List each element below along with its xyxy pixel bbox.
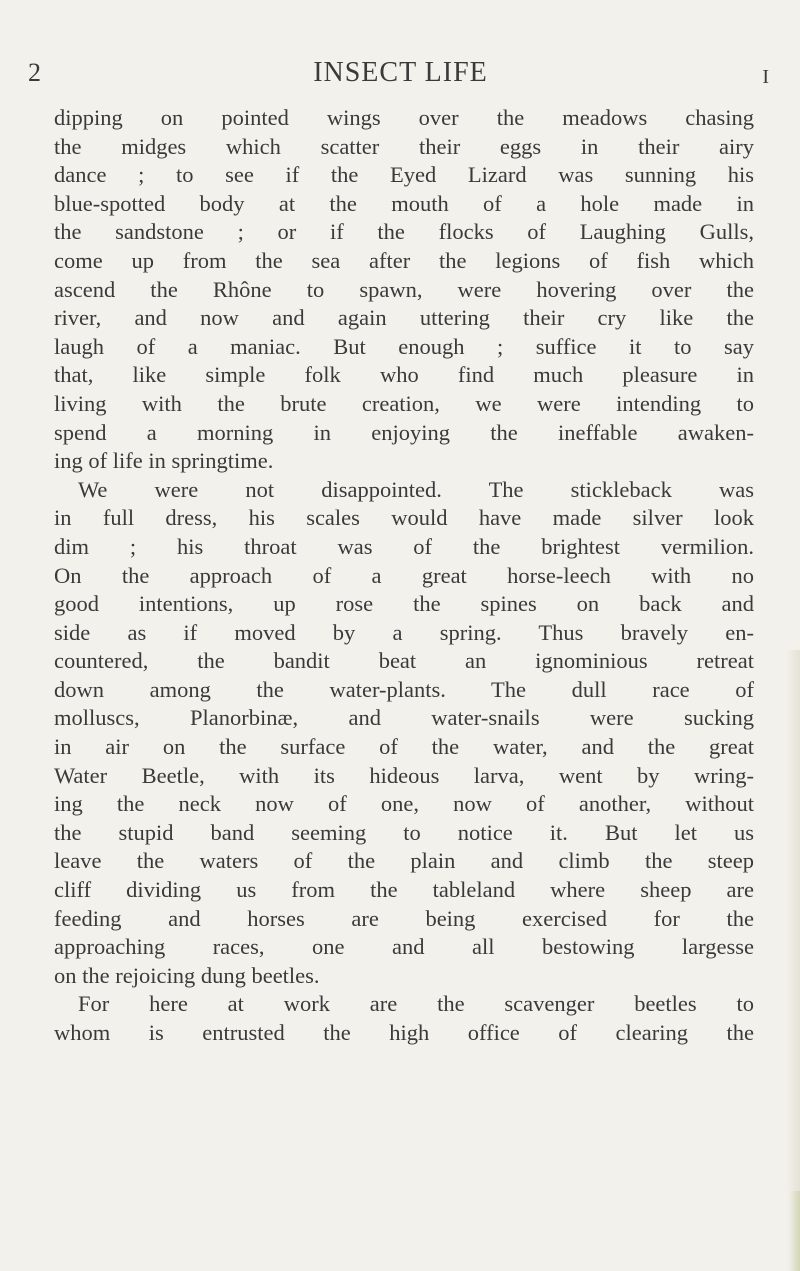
text-line: river, and now and again uttering their cry like the xyxy=(54,305,754,331)
running-head xyxy=(28,58,773,98)
text-line: good intentions, up rose the spines on back and xyxy=(54,591,754,617)
text-line: come up from the sea after the legions of fish which xyxy=(54,247,754,273)
text-line: spend a morning in enjoying the ineffable awaken- xyxy=(54,419,754,445)
text-line: living with the brute creation, we were intending to xyxy=(54,390,754,416)
text-line: countered, the bandit beat an ignominious retreat xyxy=(54,648,754,674)
text-line: Water Beetle, with its hideous larva, went by wring- xyxy=(54,762,754,788)
text-line: molluscs, Planorbinæ, and water-snails were sucking xyxy=(54,705,754,731)
running-title: INSECT LIFE xyxy=(313,57,488,88)
text-line: ing the neck now of one, now of another, without xyxy=(54,791,754,817)
text-line: whom is entrusted the high office of clearing the xyxy=(54,1020,754,1045)
page-edge-shadow xyxy=(786,650,800,1271)
chapter-numeral: I xyxy=(762,66,769,88)
page-number: 2 xyxy=(28,58,41,87)
text-line: the sandstone ; or if the flocks of Laughing Gulls, xyxy=(54,219,754,245)
text-line: the midges which scatter their eggs in their airy xyxy=(54,133,754,159)
text-line: in full dress, his scales would have made silver look xyxy=(54,505,754,531)
page-edge-stain xyxy=(790,1191,800,1271)
paragraph-start-line: We were not disappointed. The stickleback was xyxy=(78,476,754,502)
text-line: feeding and horses are being exercised for the xyxy=(54,905,754,931)
text-line: down among the water-plants. The dull race of xyxy=(54,676,754,702)
text-line: the stupid band seeming to notice it. But let us xyxy=(54,819,754,845)
text-line: ascend the Rhône to spawn, were hovering over the xyxy=(54,276,754,302)
paragraph-start-line: For here at work are the scavenger beetles to xyxy=(78,991,754,1017)
text-line: side as if moved by a spring. Thus bravely en- xyxy=(54,619,754,645)
text-line: dipping on pointed wings over the meadows chasing xyxy=(54,105,754,130)
body-text xyxy=(54,104,754,1048)
text-line: approaching races, one and all bestowing largesse xyxy=(54,934,754,960)
text-line: dance ; to see if the Eyed Lizard was sunning his xyxy=(54,162,754,188)
text-line: that, like simple folk who find much pleasure in xyxy=(54,362,754,388)
text-line: On the approach of a great horse-leech with no xyxy=(54,562,754,588)
paragraph-end-line: on the rejoicing dung beetles. xyxy=(54,962,320,988)
text-line: leave the waters of the plain and climb the steep xyxy=(54,848,754,874)
text-line: laugh of a maniac. But enough ; suffice it to say xyxy=(54,333,754,359)
paragraph-end-line: ing of life in springtime. xyxy=(54,448,274,474)
text-line: in air on the surface of the water, and the great xyxy=(54,734,754,760)
text-line: cliff dividing us from the tableland where sheep are xyxy=(54,877,754,903)
text-line: blue-spotted body at the mouth of a hole made in xyxy=(54,190,754,216)
text-line: dim ; his throat was of the brightest vermilion. xyxy=(54,533,754,559)
